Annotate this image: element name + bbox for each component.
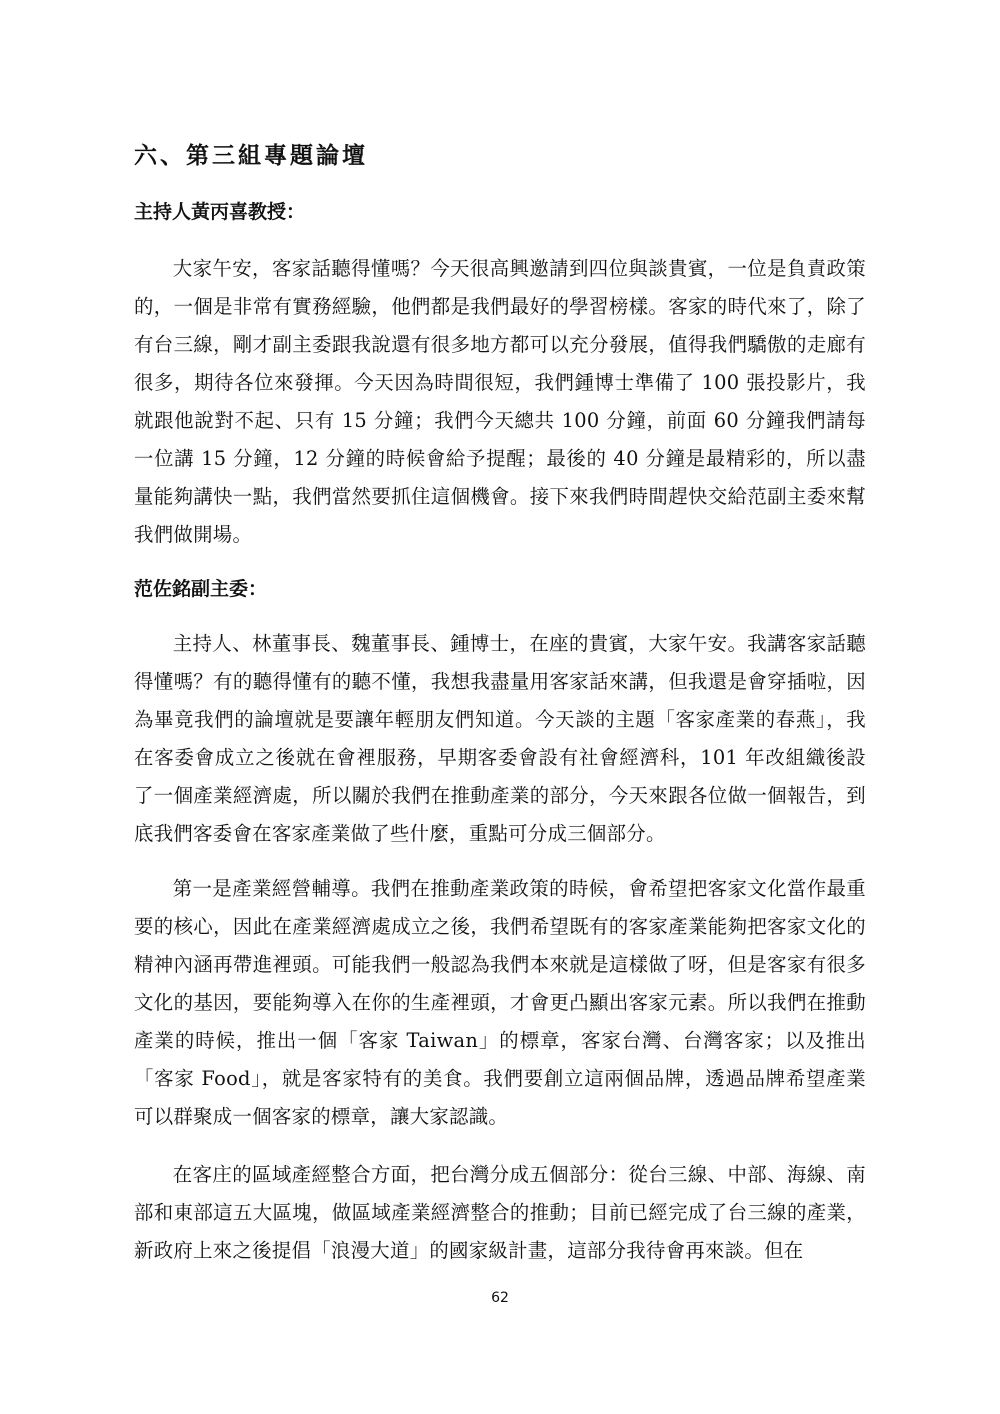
page-number: 62 xyxy=(491,1290,509,1306)
speaker-heading-deputy-minister: 范佐銘副主委： xyxy=(134,578,268,600)
section-title: 六、第三組專題論壇 xyxy=(134,142,368,169)
speaker-heading-host: 主持人黃丙喜教授： xyxy=(134,201,306,223)
paragraph-regional-integration: 在客庄的區域產經整合方面，把台灣分成五個部分：從台三線、中部、海線、南部和東部這五大區塊，做區域產業經濟整合的推動；目前已經完成了台三線的產業，新政府上來之後提倡「浪漫大道」的國家級計畫，這部分我待會再來談。但在 xyxy=(134,1163,866,1262)
paragraph-host-opening: 大家午安，客家話聽得懂嗎？今天很高興邀請到四位與談貴賓，一位是負責政策的，一個是非常有實務經驗，他們都是我們最好的學習榜樣。客家的時代來了，除了有台三線，剛才副主委跟我說還有很多地方都可以充分發展，值得我們驕傲的走廊有很多，期待各位來發揮。今天因為時間很短，我們鍾博士準備了 100 張投影片，我就跟他說對不起、只有 15 分鐘；我們今天總共 100 分鐘，前面 60 分鐘我們請每一位講 15 分鐘，12 分鐘的時候會給予提醒；最後的 40 分鐘是最精彩的，所以盡量能夠講快一點，我們當然要抓住這個機會。接下來我們時間趕快交給范副主委來幫我們做開場。 xyxy=(134,257,866,546)
paragraph-industry-guidance: 第一是產業經營輔導。我們在推動產業政策的時候，會希望把客家文化當作最重要的核心，因此在產業經濟處成立之後，我們希望既有的客家產業能夠把客家文化的精神內涵再帶進裡頭。可能我們一般認為我們本來就是這樣做了呀，但是客家有很多文化的基因，要能夠導入在你的生產裡頭，才會更凸顯出客家元素。所以我們在推動產業的時候，推出一個「客家 Taiwan」的標章，客家台灣、台灣客家；以及推出「客家 Food」，就是客家特有的美食。我們要創立這兩個品牌，透過品牌希望產業可以群聚成一個客家的標章，讓大家認識。 xyxy=(134,877,866,1128)
paragraph-deputy-intro: 主持人、林董事長、魏董事長、鍾博士，在座的貴賓，大家午安。我講客家話聽得懂嗎？有的聽得懂有的聽不懂，我想我盡量用客家話來講，但我還是會穿插啦，因為畢竟我們的論壇就是要讓年輕朋友們知道。今天談的主題「客家產業的春燕」，我在客委會成立之後就在會裡服務，早期客委會設有社會經濟科，101 年改組織後設了一個產業經濟處，所以關於我們在推動產業的部分，今天來跟各位做一個報告，到底我們客委會在客家產業做了些什麼，重點可分成三個部分。 xyxy=(134,632,866,845)
